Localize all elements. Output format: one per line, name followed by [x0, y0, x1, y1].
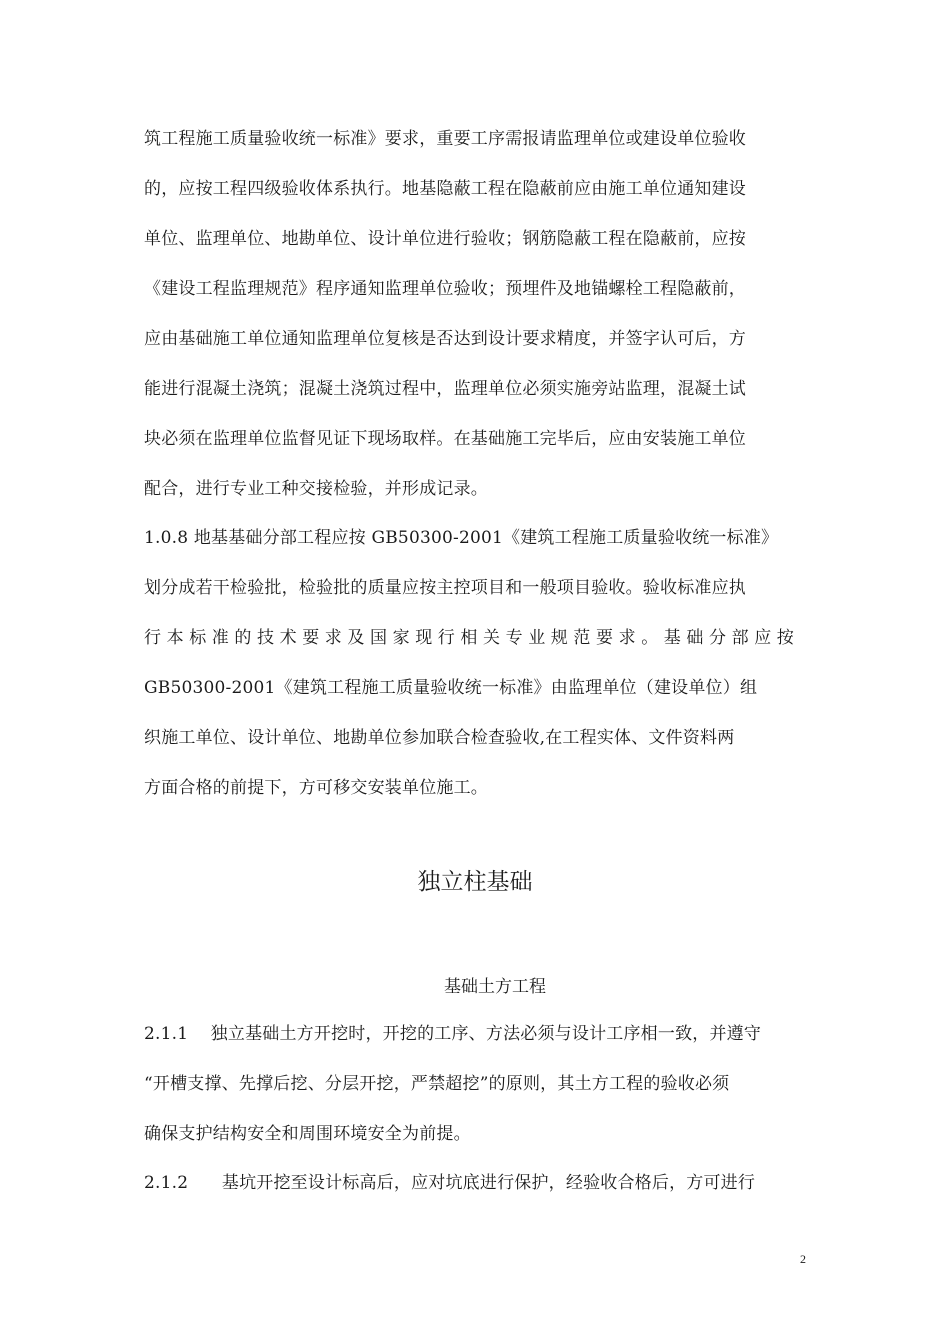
- text-line: 配合，进行专业工种交接检验，并形成记录。: [144, 479, 488, 499]
- text-line: 行本标准的技术要求及国家现行相关专业规范要求。基础分部应按: [144, 628, 800, 648]
- paragraph-2-1-2: [144, 1158, 806, 1208]
- text-line: 筑工程施工质量验收统一标准》要求，重要工序需报请监理单位或建设单位验收: [144, 129, 746, 149]
- section-subheading: 基础土方工程: [444, 977, 546, 997]
- paragraph-1-0-8: [144, 513, 806, 813]
- text-line: 块必须在监理单位监督见证下现场取样。在基础施工完毕后，应由安装施工单位: [144, 429, 746, 449]
- section-heading: 独立柱基础: [417, 869, 533, 895]
- text-line: 1.0.8 地基基础分部工程应按 GB50300-2001《建筑工程施工质量验收统一标准》: [144, 528, 779, 548]
- text-line: 《建设工程监理规范》程序通知监理单位验收；预埋件及地锚螺栓工程隐蔽前，: [144, 279, 746, 299]
- text-line: 应由基础施工单位通知监理单位复核是否达到设计要求精度，并签字认可后，方: [144, 329, 746, 349]
- text-line: 能进行混凝土浇筑；混凝土浇筑过程中，监理单位必须实施旁站监理，混凝土试: [144, 379, 746, 399]
- text-line: GB50300-2001《建筑工程施工质量验收统一标准》由监理单位（建设单位）组: [144, 678, 758, 698]
- paragraph-acceptance-procedure: [144, 114, 806, 514]
- paragraph-2-1-1: [144, 1009, 806, 1159]
- text-line: 确保支护结构安全和周围环境安全为前提。: [144, 1124, 471, 1144]
- text-line: 织施工单位、设计单位、地勘单位参加联合检查验收,在工程实体、文件资料两: [144, 728, 735, 748]
- text-line: 单位、监理单位、地勘单位、设计单位进行验收；钢筋隐蔽工程在隐蔽前，应按: [144, 229, 746, 249]
- text-line: 划分成若干检验批，检验批的质量应按主控项目和一般项目验收。验收标准应执: [144, 578, 746, 598]
- text-line: 的，应按工程四级验收体系执行。地基隐蔽工程在隐蔽前应由施工单位通知建设: [144, 179, 746, 199]
- text-line: 2.1.1 独立基础土方开挖时，开挖的工序、方法必须与设计工序相一致，并遵守: [144, 1024, 762, 1044]
- text-line: 方面合格的前提下，方可移交安装单位施工。: [144, 778, 488, 798]
- text-line: “开槽支撑、先撑后挖、分层开挖，严禁超挖”的原则，其土方工程的验收必须: [144, 1074, 730, 1094]
- page-number: 2: [800, 1252, 806, 1266]
- text-line: 2.1.2 基坑开挖至设计标高后，应对坑底进行保护，经验收合格后，方可进行: [144, 1173, 756, 1193]
